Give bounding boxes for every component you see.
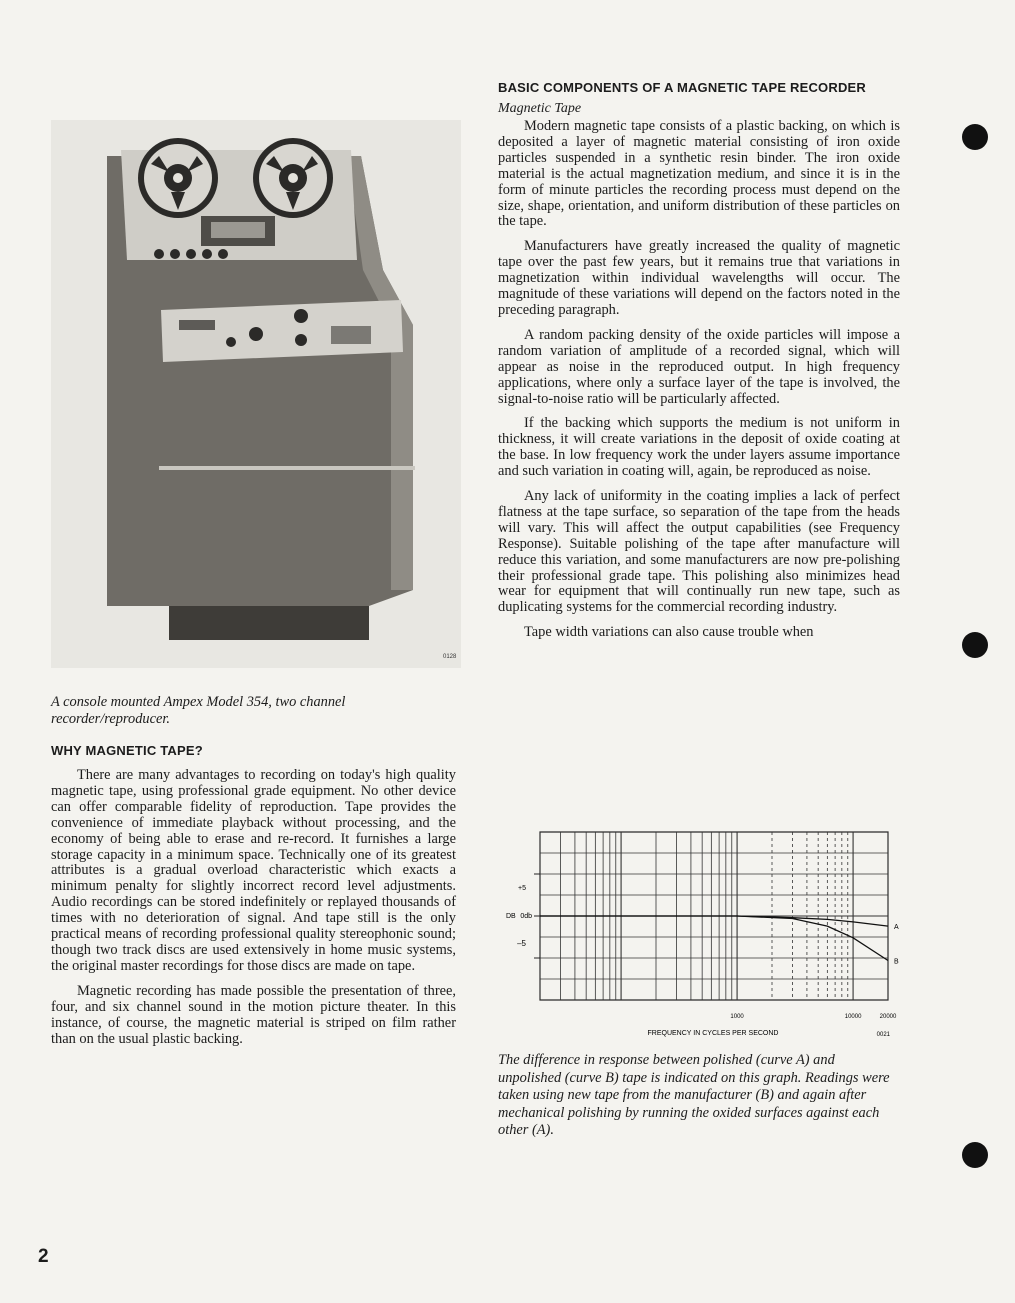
curve-label-b: B — [894, 958, 899, 966]
x-axis-label: FREQUENCY IN CYCLES PER SECOND — [647, 1030, 779, 1037]
y-tick-plus5: +5 — [518, 885, 526, 892]
y-tick-zero: 0db — [520, 913, 532, 920]
why-paragraph-1: There are many advantages to recording on today's high quality magnetic tape, using professional grade equipment. No other device can offer comparable fidelity of reproduction. Tape provides the convenience of immediate playback without processing, and the economy of being able to erase and re-record. It furnishes a large storage capacity in a minimum space. Technically one of its greatest attributes is a gradual overload characteristic which exacts a minimum penalty for slightly incorrect record level adjustments. Audio recordings can be stored indefinitely or replayed thousands of times with no deterioration of signal. And tape still is the only practical means of recording professional quality stereophonic sound; though two track discs are used extensively in home music systems, the original master recordings for those discs are made on tape. — [51, 767, 456, 974]
components-heading: BASIC COMPONENTS OF A MAGNETIC TAPE RECORDER — [498, 80, 866, 95]
photo-caption: A console mounted Ampex Model 354, two channel recorder/reproducer. — [51, 694, 346, 727]
page-number: 2 — [38, 1246, 49, 1267]
x-tick-label: 10000 — [844, 1014, 862, 1020]
chart-caption-block — [498, 1052, 900, 1140]
x-tick-label: 20000 — [879, 1014, 897, 1020]
chart-caption: The difference in response between polished (curve A) and unpolished (curve B) tape is indicated on this graph. Readings were taken using new tape from the manufacturer (B) and again after mechanical polishing by running the oxided surfaces against each other (A). — [498, 1052, 890, 1138]
components-paragraph-6: Tape width variations can also cause trouble when — [524, 624, 814, 641]
components-paragraph-5: Any lack of uniformity in the coating implies a lack of perfect flatness at the tape surface, so separation of the tape from the heads will vary. This will affect the output capabilities (see Frequency Response). Suitable polishing of the tape after manufacture will reduce this variation, and some manufacturers are now pre-polishing their professional grade tape. This polishing also minimizes head wear for equipment that will continually run new tape, such as duplicating systems for the commercial recording industry. — [498, 488, 900, 616]
photo-caption-block — [51, 694, 456, 728]
frequency-response-chart — [498, 822, 908, 1044]
why-section — [51, 743, 456, 1056]
why-heading: WHY MAGNETIC TAPE? — [51, 743, 203, 758]
binder-hole-middle — [962, 632, 988, 658]
why-paragraph-2: Magnetic recording has made possible the presentation of three, four, and six channel sound in the motion picture theater. In this instance, of course, the magnetic material is striped on film rather than on the usual plastic backing. — [51, 982, 456, 1047]
figure-id: 0021 — [876, 1032, 890, 1038]
components-paragraph-1: Modern magnetic tape consists of a plastic backing, on which is deposited a layer of magnetic material consisting of iron oxide particles suspended in a synthetic resin binder. The iron oxide material is the actual magnetization medium, and since it is in the form of minute particles the recording process must depend on the size, shape, orientation, and uniform distribution of these particles on the tape. — [498, 118, 900, 230]
binder-hole-top — [962, 124, 988, 150]
curve-label-a: A — [894, 924, 899, 932]
chart-series — [540, 916, 888, 961]
components-paragraph-4: If the backing which supports the medium is not uniform in thickness, it will create variations in the deposit of oxide coating at the base. In low frequency work the under layers assume importance and such variation in coating will, again, be reproduced as noise. — [498, 415, 900, 480]
binder-hole-bottom — [962, 1142, 988, 1168]
x-tick-label: 1000 — [730, 1014, 744, 1020]
console-recorder-photo — [51, 120, 461, 668]
components-paragraph-2: Manufacturers have greatly increased the quality of magnetic tape over the past few years, but it remains true that variations in magnetization within individual wavelengths will occur. The magnitude of these variations will depend on the factors noted in the preceding paragraph. — [498, 238, 900, 318]
magnetic-tape-subheading: Magnetic Tape — [498, 101, 582, 116]
components-paragraph-3: A random packing density of the oxide particles will impose a random variation of amplitude of a recorded signal, which will appear as noise in the reproduced output. In high frequency applications, where only a surface layer of the tape is involved, the signal-to-noise ratio will be particularly affected. — [498, 326, 900, 407]
y-tick-minus5: –5 — [517, 939, 526, 948]
y-axis-label: DB — [506, 913, 516, 920]
components-section — [498, 80, 900, 650]
curve-a — [540, 916, 888, 926]
photo-id-label: 0128 — [443, 654, 457, 660]
curve-b — [540, 916, 888, 961]
